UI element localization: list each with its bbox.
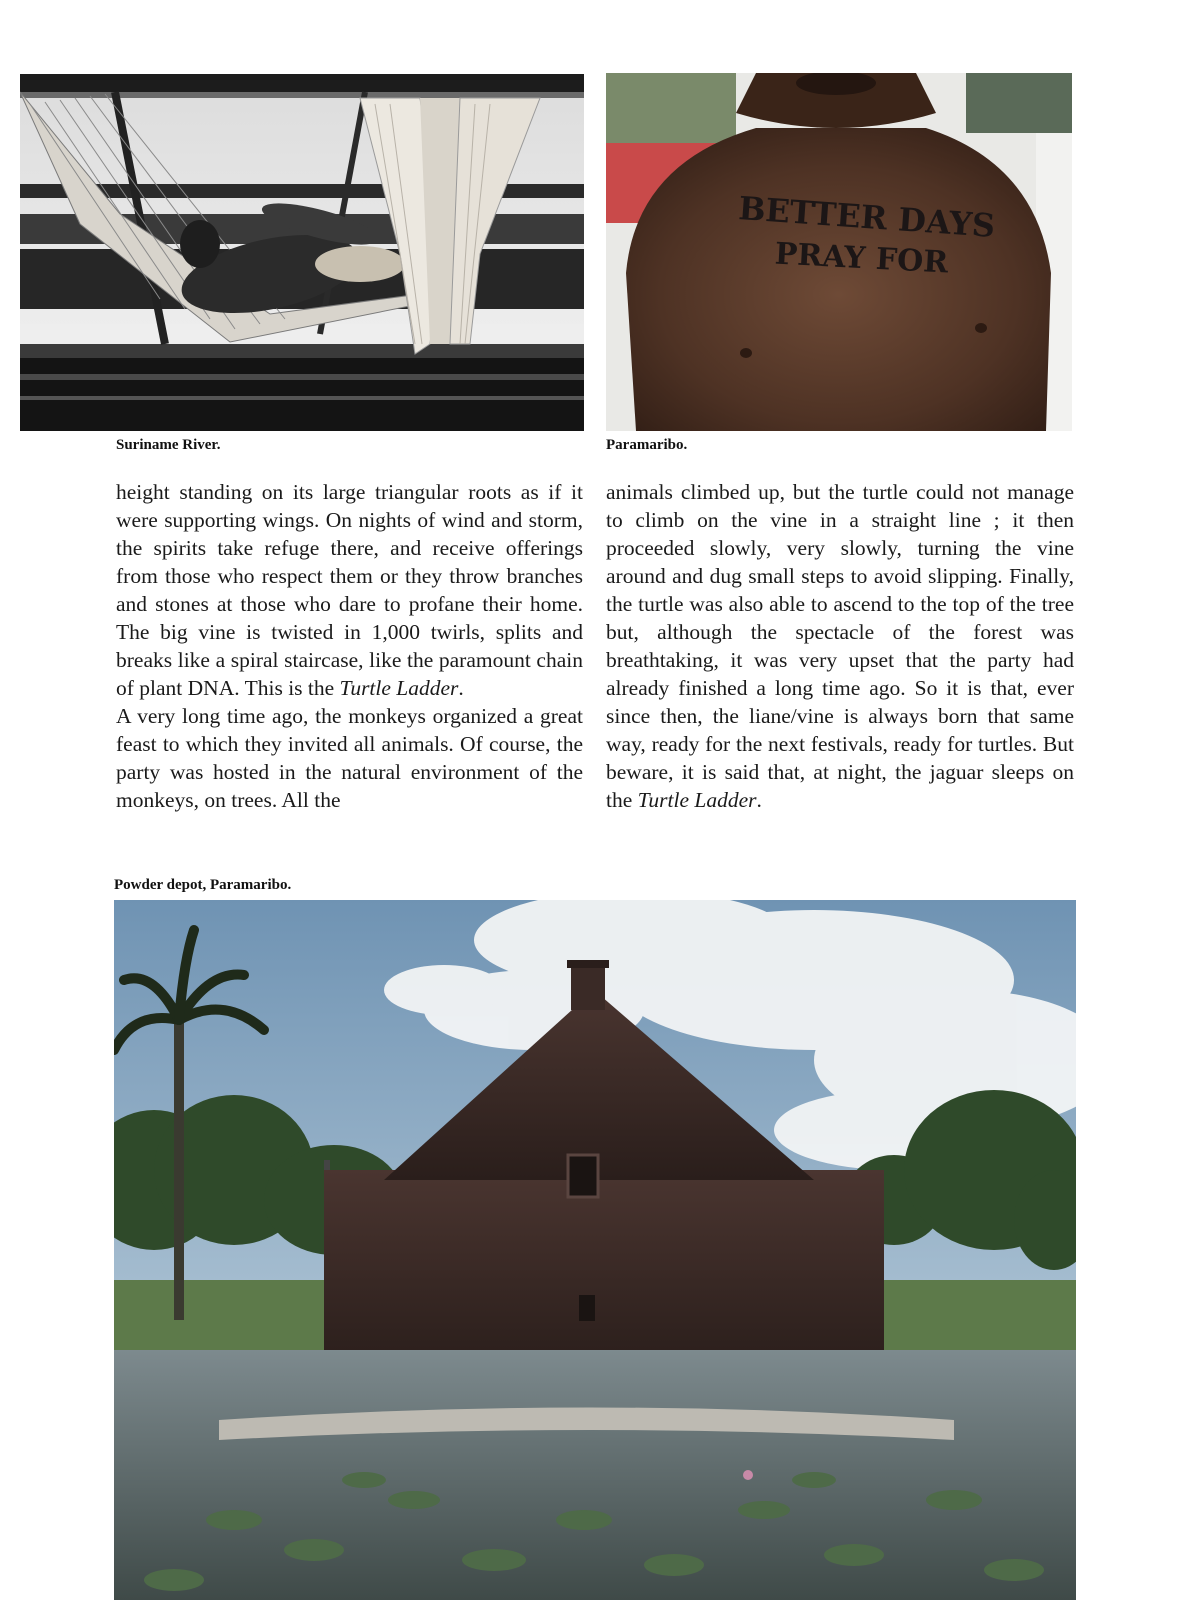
- left-paragraph-2: A very long time ago, the monkeys organized a great feast to which they invited all animals. Of course, the party was hosted in the natural environment of the monkeys, on trees. All the: [116, 704, 583, 812]
- right-text-column: [606, 478, 1074, 814]
- turtle-ladder-title: Turtle Ladder: [339, 676, 459, 700]
- left-paragraph-1: height standing on its large triangular roots as if it were supporting wings. On nights of wind and storm, the spirits take refuge there, and receive offerings from those who respect them or they throw branches and stones at those who dare to profane their home. The big vine is twisted in 1,000 twirls, splits and breaks like a spiral staircase, like the paramount chain of plant DNA. This is the Turtle Ladder.: [116, 480, 583, 700]
- tattoo-line-1: BETTER DAYS: [737, 189, 997, 245]
- tattoo-chest-photo: [606, 73, 1072, 431]
- depot-caption: Powder depot, Paramaribo.: [114, 877, 292, 893]
- chest-caption: Paramaribo.: [606, 437, 688, 453]
- tattoo-line-2: PRAY FOR: [773, 236, 950, 281]
- left-text-column: [116, 478, 583, 814]
- turtle-ladder-title: Turtle Ladder: [637, 788, 757, 812]
- hammock-caption: Suriname River.: [116, 437, 221, 453]
- powder-depot-photo: [114, 900, 1076, 1600]
- hammock-photo: [20, 74, 584, 431]
- right-paragraph-1: animals climbed up, but the turtle could not manage to climb on the vine in a straight line ; it then proceeded slowly, very slowly, turning the vine around and dug small steps to avoid slipping. Finally, the turtle was also able to ascend to the top of the tree but, although the spectacle of the forest was breathtaking, it was very upset that the party had already finished a long time ago. So it is that, ever since then, the liane/vine is always born that same way, ready for the next festivals, ready for turtles. But beware, it is said that, at night, the jaguar sleeps on the Turtle Ladder.: [606, 480, 1074, 812]
